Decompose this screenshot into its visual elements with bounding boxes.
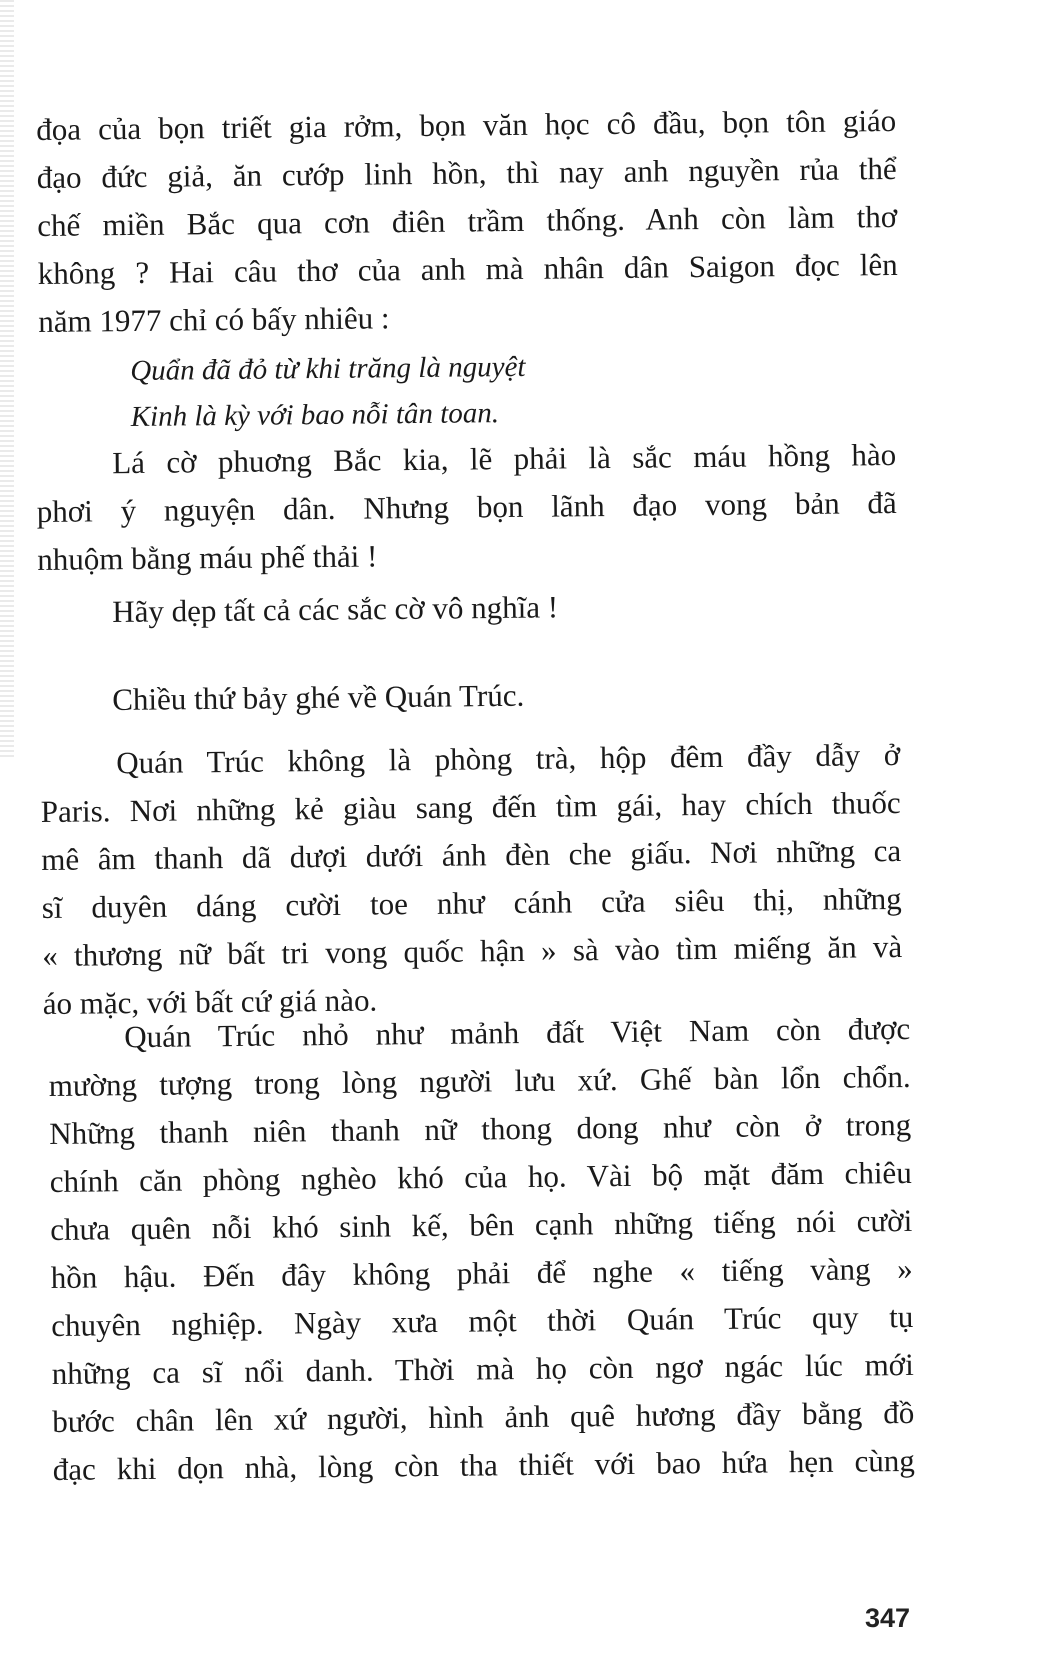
text-line: chế miền Bắc qua cơn điên trầm thống. Anh còn làm thơ (37, 198, 898, 243)
text-line: hồn hậu. Đến đây không phải để nghe « tiếng vàng » (50, 1250, 913, 1295)
paragraph-quan-truc-detail (48, 1005, 915, 1494)
page-edge-shadow (0, 0, 14, 760)
text-line: bước chân lên xứ người, hình ảnh quê hương đầy bằng đồ (52, 1394, 915, 1439)
paragraph-exclamation: Hãy dẹp tất cả các sắc cờ vô nghĩa ! (112, 589, 559, 629)
text-line: chuyên nghiệp. Ngày xưa một thời Quán Trúc quy tụ (51, 1298, 914, 1343)
verse-line: Kinh là kỳ với bao nỗi tân toan. (130, 397, 500, 433)
poem-verse (130, 342, 731, 440)
text-line: những ca sĩ nổi danh. Thời mà họ còn ngơ ngác lúc mới (51, 1346, 914, 1391)
text-line: Quán Trúc không là phòng trà, hộp đêm đầy dẫy ở (116, 736, 901, 781)
paragraph-flag (36, 431, 897, 584)
text-line: mê âm thanh dã dượi dưới ánh đèn che giấu. Nơi những ca (41, 832, 902, 877)
text-line: năm 1977 chỉ có bấy nhiêu : (38, 300, 390, 339)
paragraph-quan-truc-intro (40, 731, 903, 1028)
page-number: 347 (864, 1603, 910, 1633)
text-line: không ? Hai câu thơ của anh mà nhân dân Saigon đọc lên (37, 246, 898, 291)
text-line: Những thanh niên thanh nữ thong dong như còn ở trong (49, 1106, 912, 1151)
text-line: Lá cờ phuơng Bắc kia, lẽ phải là sắc máu hồng hào (112, 436, 897, 481)
text-line: đạc khi dọn nhà, lòng còn tha thiết với bao hứa hẹn cùng (52, 1442, 915, 1487)
paragraph-saturday: Chiều thứ bảy ghé về Quán Trúc. (112, 677, 525, 717)
text-line: « thương nữ bất tri vong quốc hận » sà vào tìm miếng ăn và (42, 928, 903, 973)
text-line: đạo đức giả, ăn cướp linh hồn, thì nay anh nguyền rủa thể (36, 150, 897, 195)
text-line: chưa quên nỗi khó sinh kế, bên cạnh những tiếng nói cười (50, 1202, 913, 1247)
text-line: sĩ duyên dáng cười toe như cánh cửa siêu thị, những (41, 880, 902, 925)
text-line: nhuộm bằng máu phế thải ! (37, 538, 378, 577)
text-line: phơi ý nguyện dân. Nhưng bọn lãnh đạo vong bản đã (36, 484, 897, 529)
paragraph-continuation (36, 97, 898, 346)
verse-line: Quẩn đã đỏ từ khi trăng là nguyệt (130, 350, 526, 387)
text-line: mường tượng trong lòng người lưu xứ. Ghế bàn lổn chổn. (48, 1058, 911, 1103)
text-line: chính căn phòng nghèo khó của họ. Vài bộ mặt đăm chiêu (49, 1154, 912, 1199)
text-line: đọa của bọn triết gia rởm, bọn văn học cô đầu, bọn tôn giáo (36, 102, 897, 147)
text-line: áo mặc, với bất cứ giá nào. (42, 982, 378, 1021)
text-line: Quán Trúc nhỏ như mảnh đất Việt Nam còn được (124, 1010, 911, 1055)
text-line: Paris. Nơi những kẻ giàu sang đến tìm gái, hay chích thuốc (40, 784, 901, 829)
